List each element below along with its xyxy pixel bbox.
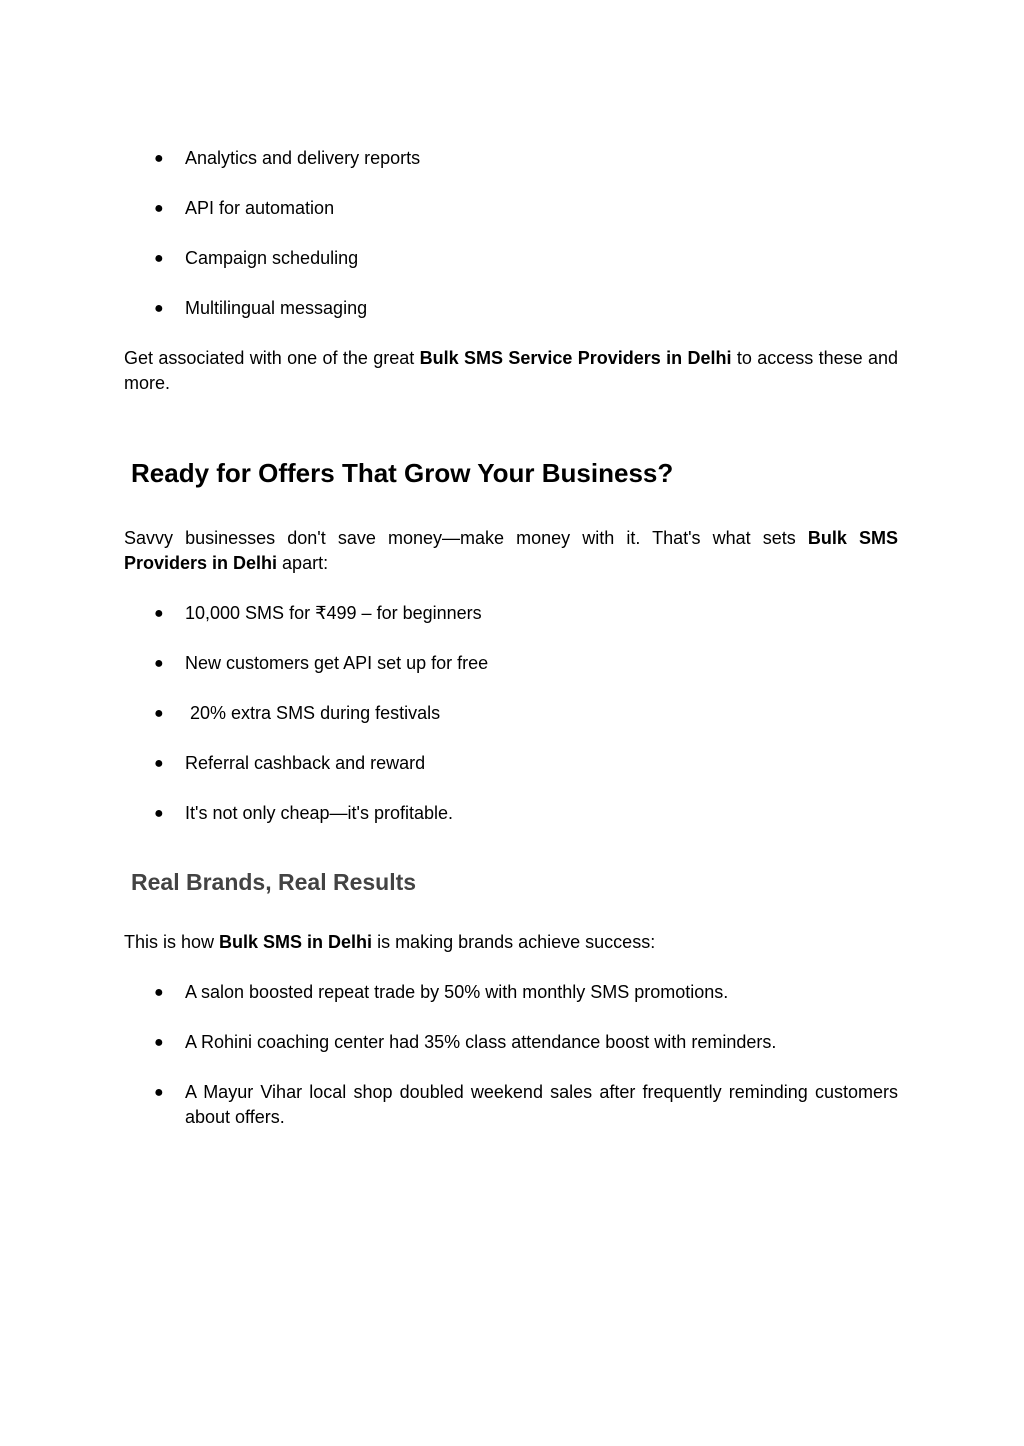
list-item: ● API for automation <box>124 196 898 221</box>
list-item: ● 10,000 SMS for ₹499 – for beginners <box>124 601 898 626</box>
bullet-icon: ● <box>154 1084 164 1101</box>
section-heading-results: Real Brands, Real Results <box>131 869 417 895</box>
bullet-icon: ● <box>154 655 164 672</box>
list-item: ● Multilingual messaging <box>124 296 898 321</box>
feature-list <box>124 146 898 321</box>
list-item: ● Campaign scheduling <box>124 246 898 271</box>
bullet-icon: ● <box>154 605 164 622</box>
bullet-icon: ● <box>154 755 164 772</box>
list-item: ● Analytics and delivery reports <box>124 146 898 171</box>
list-item: ● A Mayur Vihar local shop doubled weekend sales after frequently reminding customers about offers. <box>154 1082 898 1127</box>
list-item: ● 20% extra SMS during festivals <box>124 701 898 726</box>
section-heading-offers: Ready for Offers That Grow Your Business? <box>131 458 674 488</box>
intro-paragraph: Get associated with one of the great Bulk SMS Service Providers in Delhi to access these and more. <box>124 348 898 393</box>
bullet-icon: ● <box>154 250 164 267</box>
list-item: ● A salon boosted repeat trade by 50% with monthly SMS promotions. <box>124 980 898 1005</box>
bullet-icon: ● <box>154 984 164 1001</box>
document-content <box>124 146 898 1155</box>
bullet-icon: ● <box>154 1034 164 1051</box>
offers-paragraph: Savvy businesses don't save money—make money with it. That's what sets Bulk SMS Providers in Delhi apart: <box>124 528 899 573</box>
bullet-icon: ● <box>154 200 164 217</box>
offers-list <box>124 601 898 826</box>
list-item: ● Referral cashback and reward <box>124 751 898 776</box>
bullet-icon: ● <box>154 705 164 722</box>
list-item: ● New customers get API set up for free <box>124 651 898 676</box>
bullet-icon: ● <box>154 150 164 167</box>
results-list <box>124 980 898 1130</box>
bullet-icon: ● <box>154 300 164 317</box>
results-paragraph: This is how Bulk SMS in Delhi is making brands achieve success: <box>124 932 656 952</box>
bullet-icon: ● <box>154 805 164 822</box>
list-item: ● A Rohini coaching center had 35% class attendance boost with reminders. <box>124 1030 898 1055</box>
list-item: ● It's not only cheap—it's profitable. <box>124 801 898 826</box>
